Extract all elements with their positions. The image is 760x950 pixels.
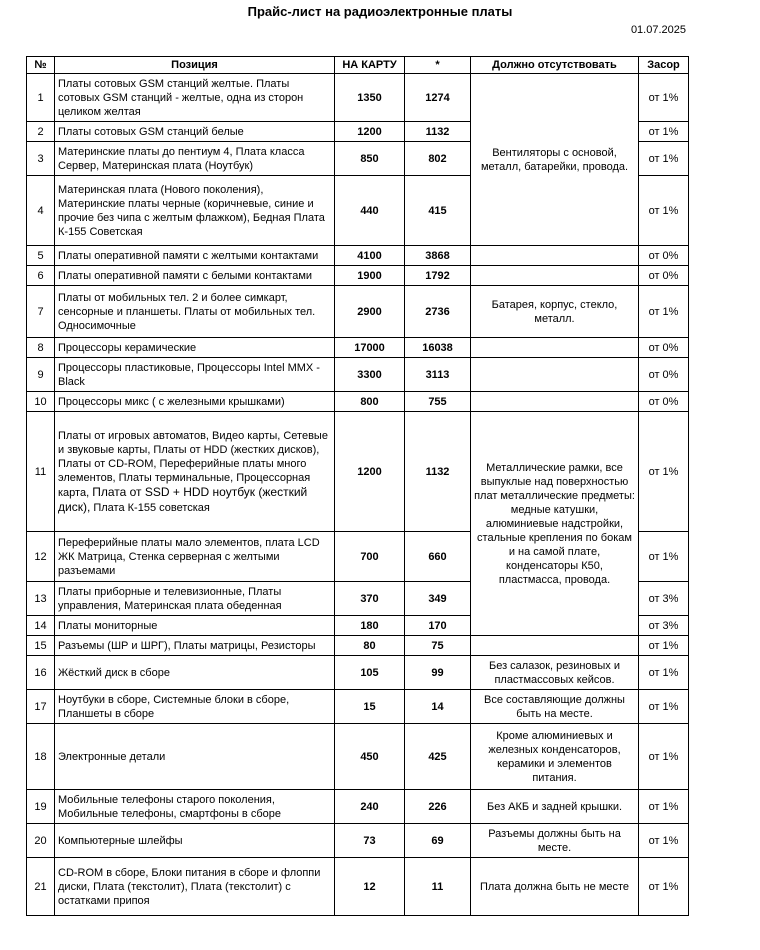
table-row bbox=[27, 790, 689, 824]
row-card-price: 800 bbox=[335, 392, 405, 412]
table-row bbox=[27, 690, 689, 724]
row-card-price: 850 bbox=[335, 142, 405, 176]
table-row bbox=[27, 392, 689, 412]
row-num: 17 bbox=[27, 690, 55, 724]
row-position: Платы оперативной памяти с белыми контактами bbox=[55, 266, 335, 286]
row-star-price: 11 bbox=[405, 858, 471, 916]
row-star-price: 1274 bbox=[405, 74, 471, 122]
row-absent-empty bbox=[471, 358, 639, 392]
row-zasor: от 1% bbox=[639, 636, 689, 656]
row-position: Платы сотовых GSM станций белые bbox=[55, 122, 335, 142]
row-star-price: 2736 bbox=[405, 286, 471, 338]
row-position: Платы приборные и телевизионные, Платы управления, Материнская плата обеденная bbox=[55, 582, 335, 616]
row-star-price: 425 bbox=[405, 724, 471, 790]
row-position: Платы мониторные bbox=[55, 616, 335, 636]
row-star-price: 69 bbox=[405, 824, 471, 858]
header-star: * bbox=[405, 57, 471, 74]
row-num: 16 bbox=[27, 656, 55, 690]
header-num: № bbox=[27, 57, 55, 74]
row-absent: Батарея, корпус, стекло, металл. bbox=[471, 286, 639, 338]
row-star-price: 415 bbox=[405, 176, 471, 246]
row-card-price: 15 bbox=[335, 690, 405, 724]
row-card-price: 2900 bbox=[335, 286, 405, 338]
row-num: 8 bbox=[27, 338, 55, 358]
row-num: 15 bbox=[27, 636, 55, 656]
row-num: 14 bbox=[27, 616, 55, 636]
row-position: Разъемы (ШР и ШРГ), Платы матрицы, Резисторы bbox=[55, 636, 335, 656]
row-position: Мобильные телефоны старого поколения, Мобильные телефоны, смартфоны в сборе bbox=[55, 790, 335, 824]
page-title: Прайс-лист на радиоэлектронные платы bbox=[247, 4, 513, 19]
row-card-price: 440 bbox=[335, 176, 405, 246]
row-zasor: от 1% bbox=[639, 858, 689, 916]
table-row bbox=[27, 656, 689, 690]
row-num: 4 bbox=[27, 176, 55, 246]
row-position: Платы от мобильных тел. 2 и более симкарт, сенсорные и планшеты. Платы от мобильных тел. Односимочные bbox=[55, 286, 335, 338]
row-star-price: 802 bbox=[405, 142, 471, 176]
table-row bbox=[27, 266, 689, 286]
row-zasor: от 3% bbox=[639, 616, 689, 636]
row-absent: Без АКБ и задней крышки. bbox=[471, 790, 639, 824]
row-position: Компьютерные шлейфы bbox=[55, 824, 335, 858]
row-zasor: от 1% bbox=[639, 412, 689, 532]
row-zasor: от 1% bbox=[639, 824, 689, 858]
row-num: 10 bbox=[27, 392, 55, 412]
row-card-price: 12 bbox=[335, 858, 405, 916]
table-row bbox=[27, 724, 689, 790]
row-card-price: 17000 bbox=[335, 338, 405, 358]
row-zasor: от 1% bbox=[639, 176, 689, 246]
table-row bbox=[27, 858, 689, 916]
row-star-price: 99 bbox=[405, 656, 471, 690]
row-star-price: 3868 bbox=[405, 246, 471, 266]
table-row bbox=[27, 74, 689, 122]
row-num: 1 bbox=[27, 74, 55, 122]
row-zasor: от 1% bbox=[639, 790, 689, 824]
row-zasor: от 1% bbox=[639, 690, 689, 724]
row-position-part-a: Платы от игровых автоматов, Видео карты, Сетевые и звуковые карты, Платы от HDD (жестких дисков), Платы от CD-ROM, Переферийные платы много элементов, Платы терминальные, Процессорная карта, bbox=[58, 429, 328, 499]
row-num: 2 bbox=[27, 122, 55, 142]
row-star-price: 14 bbox=[405, 690, 471, 724]
row-num: 3 bbox=[27, 142, 55, 176]
row-position: Жёсткий диск в сборе bbox=[55, 656, 335, 690]
row-zasor: от 1% bbox=[639, 656, 689, 690]
row-card-price: 1200 bbox=[335, 412, 405, 532]
row-card-price: 240 bbox=[335, 790, 405, 824]
row-zasor: от 0% bbox=[639, 392, 689, 412]
row-num: 12 bbox=[27, 532, 55, 582]
row-star-price: 660 bbox=[405, 532, 471, 582]
row-num: 13 bbox=[27, 582, 55, 616]
row-position: Переферийные платы мало элементов, плата LCD ЖК Матрица, Стенка серверная с желтыми разъемами bbox=[55, 532, 335, 582]
row-num: 19 bbox=[27, 790, 55, 824]
row-num: 5 bbox=[27, 246, 55, 266]
row-position: Процессоры керамические bbox=[55, 338, 335, 358]
row-star-price: 1792 bbox=[405, 266, 471, 286]
table-row bbox=[27, 246, 689, 266]
row-star-price: 755 bbox=[405, 392, 471, 412]
row-zasor: от 1% bbox=[639, 142, 689, 176]
row-card-price: 80 bbox=[335, 636, 405, 656]
row-star-price: 1132 bbox=[405, 122, 471, 142]
table-row bbox=[27, 824, 689, 858]
header-position: Позиция bbox=[55, 57, 335, 74]
row-num: 11 bbox=[27, 412, 55, 532]
row-card-price: 4100 bbox=[335, 246, 405, 266]
row-card-price: 180 bbox=[335, 616, 405, 636]
table-row bbox=[27, 412, 689, 532]
row-card-price: 105 bbox=[335, 656, 405, 690]
row-zasor: от 1% bbox=[639, 532, 689, 582]
row-num: 21 bbox=[27, 858, 55, 916]
row-position: Платы сотовых GSM станций желтые. Платы сотовых GSM станций - желтые, одна из сторон целиком желтая bbox=[55, 74, 335, 122]
row-num: 20 bbox=[27, 824, 55, 858]
row-absent-empty bbox=[471, 338, 639, 358]
document-date: 01.07.2025 bbox=[630, 24, 686, 36]
row-card-price: 1350 bbox=[335, 74, 405, 122]
row-star-price: 226 bbox=[405, 790, 471, 824]
row-absent: Металлические рамки, все выпуклые над поверхностью плат металлические предметы: медные катушки, алюминиевые надстройки, стальные крепления по бокам и на самой плате, конденсаторы К50, пластмасса, провода. bbox=[471, 412, 639, 636]
row-card-price: 1900 bbox=[335, 266, 405, 286]
row-star-price: 75 bbox=[405, 636, 471, 656]
row-absent: Без салазок, резиновых и пластмассовых кейсов. bbox=[471, 656, 639, 690]
row-star-price: 349 bbox=[405, 582, 471, 616]
row-absent-empty bbox=[471, 636, 639, 656]
row-position bbox=[55, 412, 335, 532]
table-row bbox=[27, 338, 689, 358]
table-row bbox=[27, 358, 689, 392]
row-absent-empty bbox=[471, 266, 639, 286]
row-num: 9 bbox=[27, 358, 55, 392]
row-num: 7 bbox=[27, 286, 55, 338]
header-zasor: Засор bbox=[639, 57, 689, 74]
row-card-price: 3300 bbox=[335, 358, 405, 392]
header-absent: Должно отсутствовать bbox=[471, 57, 639, 74]
row-star-price: 16038 bbox=[405, 338, 471, 358]
row-zasor: от 0% bbox=[639, 338, 689, 358]
row-position: CD-ROM в сборе, Блоки питания в сборе и флоппи диски, Плата (текстолит), Плата (текстолит) с остатками припоя bbox=[55, 858, 335, 916]
row-position: Электронные детали bbox=[55, 724, 335, 790]
row-card-price: 370 bbox=[335, 582, 405, 616]
row-absent-empty bbox=[471, 392, 639, 412]
row-card-price: 1200 bbox=[335, 122, 405, 142]
row-zasor: от 1% bbox=[639, 724, 689, 790]
row-absent: Разъемы должны быть на месте. bbox=[471, 824, 639, 858]
row-position: Процессоры пластиковые, Процессоры Intel MMX - Black bbox=[55, 358, 335, 392]
row-star-price: 170 bbox=[405, 616, 471, 636]
row-absent-empty bbox=[471, 246, 639, 266]
table-header-row bbox=[27, 57, 689, 74]
row-absent: Плата должна быть не месте bbox=[471, 858, 639, 916]
row-zasor: от 1% bbox=[639, 286, 689, 338]
row-zasor: от 0% bbox=[639, 246, 689, 266]
row-star-price: 3113 bbox=[405, 358, 471, 392]
row-position: Материнская плата (Нового поколения), Материнские платы черные (коричневые, синие и прочие без чипа с желтым флажком), Бедная Плата К-155 Советская bbox=[55, 176, 335, 246]
row-position: Материнские платы до пентиум 4, Плата класса Сервер, Материнская плата (Ноутбук) bbox=[55, 142, 335, 176]
row-position: Платы оперативной памяти с желтыми контактами bbox=[55, 246, 335, 266]
table-row bbox=[27, 636, 689, 656]
row-card-price: 450 bbox=[335, 724, 405, 790]
row-position-part-c: Плата К-155 советская bbox=[93, 501, 210, 514]
table-row bbox=[27, 286, 689, 338]
row-absent: Все составляющие должны быть на месте. bbox=[471, 690, 639, 724]
row-zasor: от 0% bbox=[639, 358, 689, 392]
row-position: Ноутбуки в сборе, Системные блоки в сборе, Планшеты в сборе bbox=[55, 690, 335, 724]
row-position-part-b: Плата от SSD + HDD ноутбук (жесткий диск), bbox=[58, 484, 308, 514]
row-card-price: 700 bbox=[335, 532, 405, 582]
row-position: Процессоры микс ( с железными крышками) bbox=[55, 392, 335, 412]
row-zasor: от 1% bbox=[639, 122, 689, 142]
header-card: НА КАРТУ bbox=[335, 57, 405, 74]
row-zasor: от 3% bbox=[639, 582, 689, 616]
row-absent: Вентиляторы с основой, металл, батарейки, провода. bbox=[471, 74, 639, 246]
row-star-price: 1132 bbox=[405, 412, 471, 532]
row-absent: Кроме алюминиевых и железных конденсаторов, керамики и элементов питания. bbox=[471, 724, 639, 790]
row-num: 6 bbox=[27, 266, 55, 286]
price-table bbox=[26, 56, 689, 916]
row-card-price: 73 bbox=[335, 824, 405, 858]
row-zasor: от 1% bbox=[639, 74, 689, 122]
row-zasor: от 0% bbox=[639, 266, 689, 286]
row-num: 18 bbox=[27, 724, 55, 790]
